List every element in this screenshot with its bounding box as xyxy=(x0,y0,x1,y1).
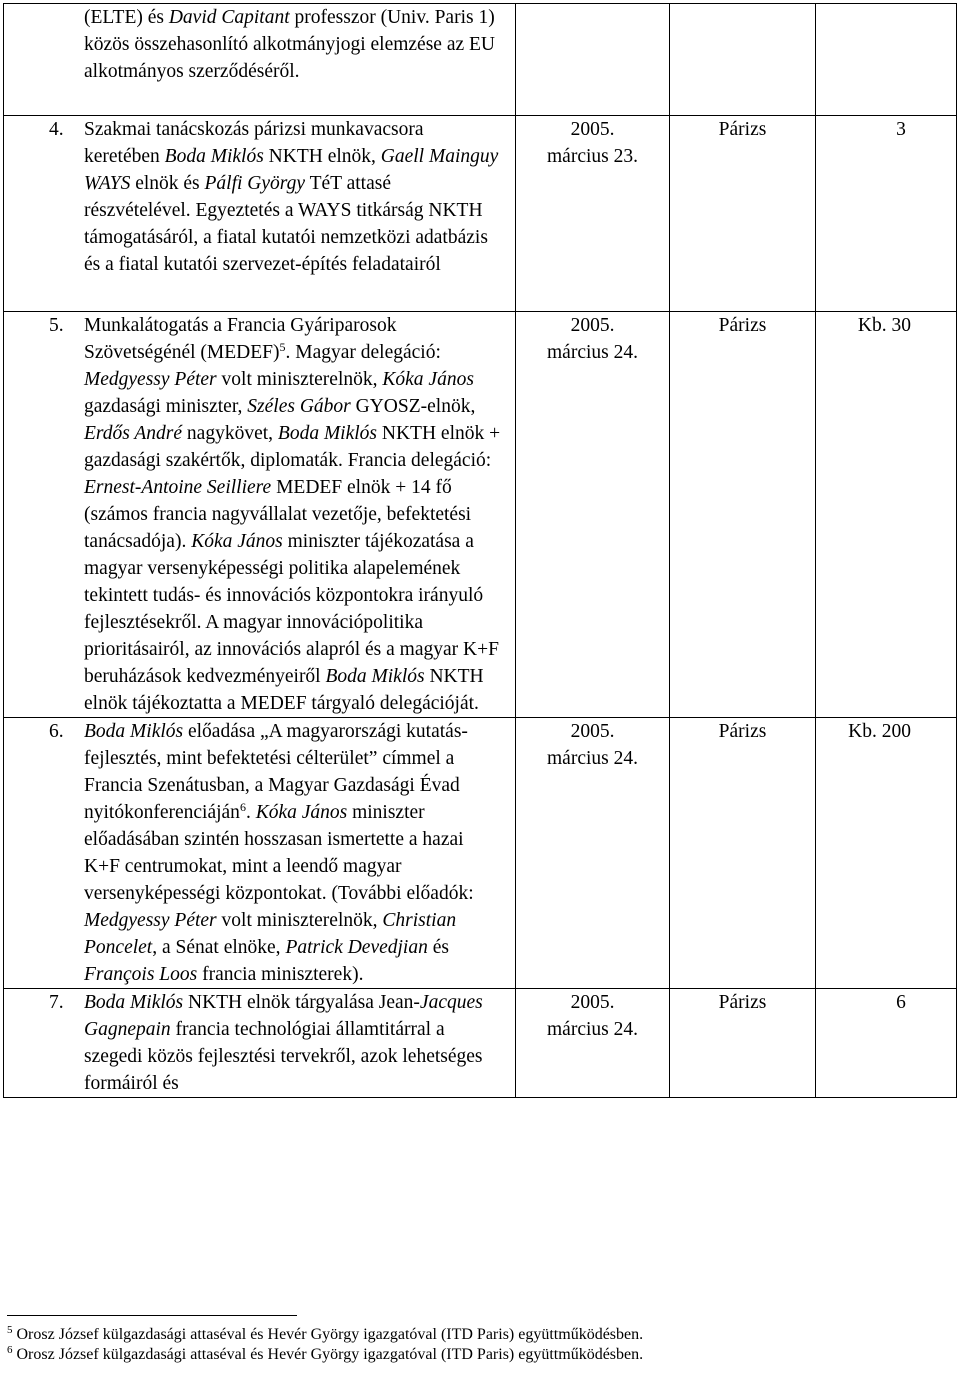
text-run: francia miniszterek). xyxy=(197,964,364,985)
event-number: 4. xyxy=(49,119,64,140)
text-run: miniszter előadásában szintén hosszasan ismertette a hazai K+F centrumokat, mint a leendő magyar versenyképességi központokat. (További előadók: xyxy=(84,802,474,904)
text-run: gazdasági miniszter, xyxy=(84,396,248,417)
footnote-text: Orosz József külgazdasági attaséval és Hevér György igazgatóval (ITD Paris) együttműködésben. xyxy=(16,1346,644,1363)
person-name: Boda Miklós xyxy=(84,721,184,742)
text-run: NKTH elnök + gazdasági szakértők, diplomaták. Francia delegáció: xyxy=(84,423,501,471)
event-place: Párizs xyxy=(670,116,816,312)
text-run: , a Sénat elnöke, xyxy=(152,937,286,958)
event-description xyxy=(4,116,516,312)
table-row xyxy=(4,718,957,989)
footnote-separator xyxy=(7,1315,297,1316)
footnote-mark: 5 xyxy=(7,1324,13,1336)
person-name: Pálfi György xyxy=(204,173,306,194)
person-name: Jacques Gagnepain xyxy=(84,992,483,1040)
event-place xyxy=(670,4,816,116)
event-count xyxy=(816,4,957,116)
text-run: elnök és xyxy=(130,173,205,194)
person-name: David Capitant xyxy=(168,7,290,28)
event-description xyxy=(4,989,516,1098)
events-table xyxy=(3,3,957,1098)
event-date xyxy=(516,718,670,989)
event-date xyxy=(516,312,670,718)
text-run: TéT attasé részvételével. Egyeztetés a WAYS titkárság NKTH támogatásáról, a fiatal kutatói nemzetközi adatbázis és a fiatal kutatói szervezet-építés feladatairól xyxy=(84,173,488,275)
event-date xyxy=(516,116,670,312)
text-run: francia technológiai államtitárral a szegedi közös fejlesztési tervekről, azok lehetséges formáiról és xyxy=(84,1019,483,1094)
person-name: Ernest-Antoine Seilliere xyxy=(84,477,272,498)
footnotes xyxy=(7,1325,643,1365)
person-name: Patrick Devedjian xyxy=(285,937,428,958)
table-row xyxy=(4,4,957,116)
text-run: . Magyar delegáció: xyxy=(285,342,441,363)
event-place: Párizs xyxy=(670,718,816,989)
event-date-year: 2005. xyxy=(570,992,615,1013)
footnote xyxy=(7,1325,643,1345)
event-count: Kb. 200 xyxy=(816,718,957,989)
person-name: Medgyessy Péter xyxy=(84,910,217,931)
text-run: NKTH elnök tárgyalása Jean- xyxy=(183,992,420,1013)
event-text xyxy=(84,992,483,1094)
footnote-mark: 6 xyxy=(7,1344,13,1356)
person-name: Erdős André xyxy=(84,423,183,444)
person-name: Boda Miklós xyxy=(84,992,184,1013)
event-text xyxy=(84,7,495,82)
text-run: NKTH elnök, xyxy=(263,146,381,167)
footnote-reference: 5 xyxy=(279,340,286,354)
event-text xyxy=(84,315,500,714)
footnote xyxy=(7,1345,643,1365)
table-row xyxy=(4,116,957,312)
event-date-day: március 24. xyxy=(547,342,638,363)
event-description xyxy=(4,718,516,989)
event-text xyxy=(84,119,498,275)
person-name: Boda Miklós xyxy=(277,423,378,444)
person-name: Boda Miklós xyxy=(325,666,425,687)
person-name: Christian Poncelet xyxy=(84,910,457,958)
footnote-text: Orosz József külgazdasági attaséval és Hevér György igazgatóval (ITD Paris) együttműködésben. xyxy=(16,1326,644,1343)
person-name: Boda Miklós xyxy=(164,146,264,167)
event-date-year: 2005. xyxy=(570,721,615,742)
event-place: Párizs xyxy=(670,989,816,1098)
table-row xyxy=(4,989,957,1098)
person-name: Gaell Mainguy WAYS xyxy=(84,146,499,194)
event-number: 7. xyxy=(49,992,64,1013)
text-run: . xyxy=(245,802,256,823)
event-place: Párizs xyxy=(670,312,816,718)
event-date-day: március 23. xyxy=(547,146,638,167)
text-run: MEDEF elnök + 14 fő (számos francia nagyvállalat vezetője, befektetési tanácsadója). xyxy=(84,477,472,552)
event-number: 6. xyxy=(49,721,64,742)
text-run: nagykövet, xyxy=(182,423,278,444)
event-count: 3 xyxy=(816,116,957,312)
event-date-year: 2005. xyxy=(570,119,615,140)
event-date-year: 2005. xyxy=(570,315,615,336)
event-date-day: március 24. xyxy=(547,748,638,769)
event-number: 5. xyxy=(49,315,64,336)
text-run: és xyxy=(427,937,449,958)
person-name: Kóka János xyxy=(255,802,348,823)
text-run: előadása „A magyarországi kutatás-fejlesztés, mint befektetési célterület” címmel a Francia Szenátusban, a Magyar Gazdasági Évad nyitókonferenciáján xyxy=(84,721,468,823)
event-count: Kb. 30 xyxy=(816,312,957,718)
event-description xyxy=(4,312,516,718)
text-run: Szakmai tanácskozás párizsi munkavacsora keretében xyxy=(84,119,424,167)
person-name: Medgyessy Péter xyxy=(84,369,217,390)
person-name: Széles Gábor xyxy=(247,396,351,417)
event-count: 6 xyxy=(816,989,957,1098)
text-run: volt miniszterelnök, xyxy=(216,910,383,931)
text-run: miniszter tájékozatása a magyar versenyképességi politika alapelemének tekintett tudás- és innovációs központokra irányuló fejlesztésekről. A magyar innovációpolitika prioritásairól, az innovációs alapról és a magyar K+F beruházások kedvezményeiről xyxy=(84,531,499,687)
event-date-day: március 24. xyxy=(547,1019,638,1040)
event-description xyxy=(4,4,516,116)
footnote-reference: 6 xyxy=(239,800,246,814)
text-run: volt miniszterelnök, xyxy=(216,369,383,390)
event-text xyxy=(84,721,474,985)
text-run: Munkalátogatás a Francia Gyáriparosok Szövetségénél (MEDEF) xyxy=(84,315,397,363)
person-name: Kóka János xyxy=(382,369,474,390)
person-name: Kóka János xyxy=(191,531,283,552)
text-run: (ELTE) és xyxy=(84,7,169,28)
table-row xyxy=(4,312,957,718)
event-date xyxy=(516,4,670,116)
event-date xyxy=(516,989,670,1098)
text-run: professzor (Univ. Paris 1) közös összehasonlító alkotmányjogi elemzése az EU alkotmányos szerződéséről. xyxy=(84,7,496,82)
person-name: François Loos xyxy=(84,964,198,985)
text-run: GYOSZ-elnök, xyxy=(350,396,476,417)
text-run: NKTH elnök tájékoztatta a MEDEF tárgyaló delegációját. xyxy=(84,666,484,714)
